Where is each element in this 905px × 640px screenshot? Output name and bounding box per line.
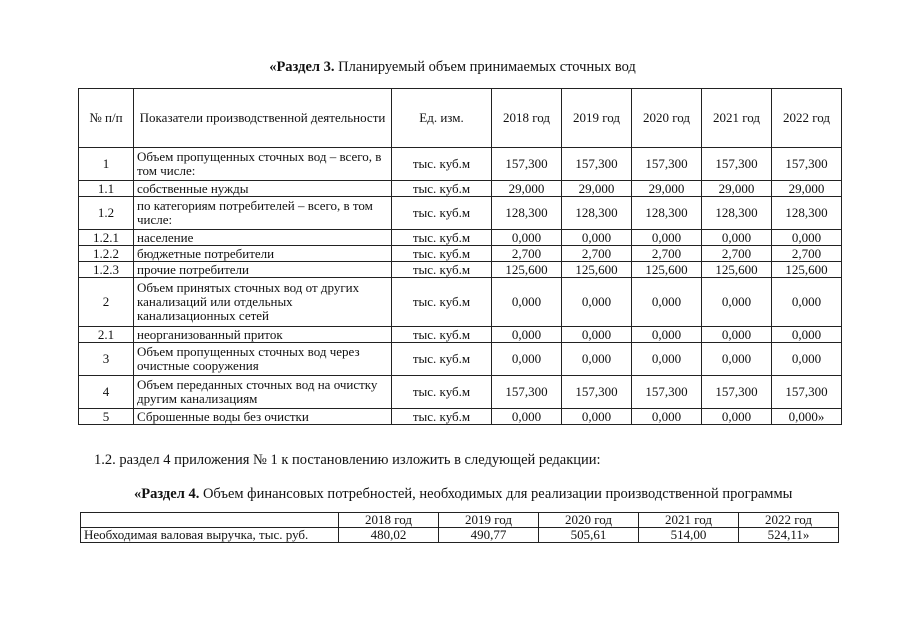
- table-row: [79, 181, 842, 197]
- table-cell: 3: [79, 343, 134, 376]
- table-cell: 2,700: [702, 246, 772, 262]
- table-cell: 0,000: [702, 343, 772, 376]
- section3-title: [0, 59, 905, 76]
- section4-title-bold: «Раздел 4.: [134, 486, 200, 502]
- table-cell: 125,600: [632, 262, 702, 278]
- table-cell: 1.2.3: [79, 262, 134, 278]
- table-cell: бюджетные потребители: [134, 246, 392, 262]
- table-cell: 128,300: [772, 197, 842, 230]
- table-cell: 2,700: [632, 246, 702, 262]
- table-cell: тыс. куб.м: [392, 409, 492, 425]
- table-cell: 0,000: [562, 409, 632, 425]
- section3-header-cell: Ед. изм.: [392, 89, 492, 148]
- table-cell: 514,00: [639, 528, 739, 543]
- table-cell: 0,000: [632, 278, 702, 327]
- section3-header-cell: № п/п: [79, 89, 134, 148]
- table-cell: Сброшенные воды без очистки: [134, 409, 392, 425]
- section4-header-row: [81, 513, 839, 528]
- table-cell: Объем принятых сточных вод от других канализаций или отдельных канализационных сетей: [134, 278, 392, 327]
- section4-header-cell: [81, 513, 339, 528]
- table-cell: 128,300: [702, 197, 772, 230]
- table-row: [79, 230, 842, 246]
- table-cell: 128,300: [492, 197, 562, 230]
- table-cell: 0,000: [632, 343, 702, 376]
- table-cell: 1: [79, 148, 134, 181]
- table-cell: по категориям потребителей – всего, в том числе:: [134, 197, 392, 230]
- table-cell: 505,61: [539, 528, 639, 543]
- section4-header-cell: 2021 год: [639, 513, 739, 528]
- section4-header-cell: 2022 год: [739, 513, 839, 528]
- table-cell: 157,300: [562, 376, 632, 409]
- table-row: [79, 376, 842, 409]
- section4-header-cell: 2020 год: [539, 513, 639, 528]
- table-cell: 29,000: [632, 181, 702, 197]
- table-cell: тыс. куб.м: [392, 181, 492, 197]
- table-cell: тыс. куб.м: [392, 343, 492, 376]
- section3-table: [78, 88, 842, 425]
- table-cell: тыс. куб.м: [392, 327, 492, 343]
- table-cell: 524,11»: [739, 528, 839, 543]
- table-cell: 0,000: [632, 230, 702, 246]
- section3-header-row: [79, 89, 842, 148]
- table-cell: 29,000: [772, 181, 842, 197]
- table-cell: 1.2.1: [79, 230, 134, 246]
- section3-title-bold: «Раздел 3.: [269, 59, 335, 75]
- table-cell: 157,300: [702, 376, 772, 409]
- table-cell: 0,000: [702, 409, 772, 425]
- table-cell: 0,000: [562, 278, 632, 327]
- table-cell: 5: [79, 409, 134, 425]
- table-cell: 2,700: [562, 246, 632, 262]
- table-cell: тыс. куб.м: [392, 262, 492, 278]
- table-cell: 0,000: [632, 327, 702, 343]
- table-cell: прочие потребители: [134, 262, 392, 278]
- table-cell: тыс. куб.м: [392, 278, 492, 327]
- table-cell: тыс. куб.м: [392, 197, 492, 230]
- table-cell: 125,600: [562, 262, 632, 278]
- table-cell: тыс. куб.м: [392, 246, 492, 262]
- section3-body: [79, 148, 842, 425]
- table-cell: 128,300: [562, 197, 632, 230]
- section4-table: [80, 512, 839, 543]
- table-cell: 4: [79, 376, 134, 409]
- table-cell: 0,000: [772, 343, 842, 376]
- table-cell: 157,300: [702, 148, 772, 181]
- table-cell: 0,000: [702, 278, 772, 327]
- table-cell: 0,000: [772, 278, 842, 327]
- table-cell: 480,02: [339, 528, 439, 543]
- table-row: [79, 278, 842, 327]
- table-cell: 125,600: [772, 262, 842, 278]
- table-cell: 0,000: [492, 278, 562, 327]
- section3-header-cell: 2019 год: [562, 89, 632, 148]
- table-cell: 125,600: [702, 262, 772, 278]
- table-cell: 490,77: [439, 528, 539, 543]
- table-cell: 157,300: [772, 376, 842, 409]
- table-cell: 0,000: [492, 343, 562, 376]
- table-cell: 157,300: [632, 376, 702, 409]
- table-row: [79, 246, 842, 262]
- table-cell: 0,000: [492, 230, 562, 246]
- table-cell: население: [134, 230, 392, 246]
- table-cell: 0,000: [702, 327, 772, 343]
- table-cell: 1.1: [79, 181, 134, 197]
- table-row: [79, 327, 842, 343]
- section3-header-cell: 2022 год: [772, 89, 842, 148]
- table-cell: 29,000: [492, 181, 562, 197]
- table-row: [79, 409, 842, 425]
- table-cell: 1.2: [79, 197, 134, 230]
- table-cell: 157,300: [562, 148, 632, 181]
- table-cell: 0,000: [492, 409, 562, 425]
- table-cell: 2: [79, 278, 134, 327]
- table-cell: 157,300: [492, 376, 562, 409]
- table-cell: 2.1: [79, 327, 134, 343]
- section3-title-text: Планируемый объем принимаемых сточных вод: [334, 59, 636, 75]
- table-cell: 2,700: [492, 246, 562, 262]
- section3-header-cell: Показатели производственной деятельности: [134, 89, 392, 148]
- section3-header-cell: 2021 год: [702, 89, 772, 148]
- table-cell: Объем пропущенных сточных вод через очистные сооружения: [134, 343, 392, 376]
- table-cell: 29,000: [562, 181, 632, 197]
- table-cell: 0,000: [772, 230, 842, 246]
- table-cell: 0,000: [632, 409, 702, 425]
- table-cell: 157,300: [632, 148, 702, 181]
- table-cell: тыс. куб.м: [392, 230, 492, 246]
- section4-data-row: [81, 528, 839, 543]
- table-row: [79, 343, 842, 376]
- paragraph-text: 1.2. раздел 4 приложения № 1 к постановлению изложить в следующей редакции:: [94, 452, 601, 468]
- table-cell: 0,000: [562, 230, 632, 246]
- table-cell: 0,000: [772, 327, 842, 343]
- section3-header-cell: 2018 год: [492, 89, 562, 148]
- table-cell: собственные нужды: [134, 181, 392, 197]
- table-cell: 0,000: [702, 230, 772, 246]
- table-cell: тыс. куб.м: [392, 376, 492, 409]
- table-cell: неорганизованный приток: [134, 327, 392, 343]
- section4-title-text: Объем финансовых потребностей, необходимых для реализации производственной программы: [199, 486, 793, 502]
- table-cell: 157,300: [772, 148, 842, 181]
- table-row: [79, 197, 842, 230]
- table-cell: Объем пропущенных сточных вод – всего, в том числе:: [134, 148, 392, 181]
- table-cell: 0,000: [562, 327, 632, 343]
- table-cell: 2,700: [772, 246, 842, 262]
- section4-header-cell: 2019 год: [439, 513, 539, 528]
- table-cell: Необходимая валовая выручка, тыс. руб.: [81, 528, 339, 543]
- table-cell: 29,000: [702, 181, 772, 197]
- table-cell: Объем переданных сточных вод на очистку другим канализациям: [134, 376, 392, 409]
- table-row: [79, 262, 842, 278]
- table-cell: 0,000: [492, 327, 562, 343]
- table-cell: 1.2.2: [79, 246, 134, 262]
- section4-header-cell: 2018 год: [339, 513, 439, 528]
- section3-header-cell: 2020 год: [632, 89, 702, 148]
- table-cell: 157,300: [492, 148, 562, 181]
- table-cell: тыс. куб.м: [392, 148, 492, 181]
- table-cell: 128,300: [632, 197, 702, 230]
- table-cell: 0,000»: [772, 409, 842, 425]
- table-cell: 0,000: [562, 343, 632, 376]
- section4-title: [134, 486, 792, 503]
- table-row: [79, 148, 842, 181]
- table-cell: 125,600: [492, 262, 562, 278]
